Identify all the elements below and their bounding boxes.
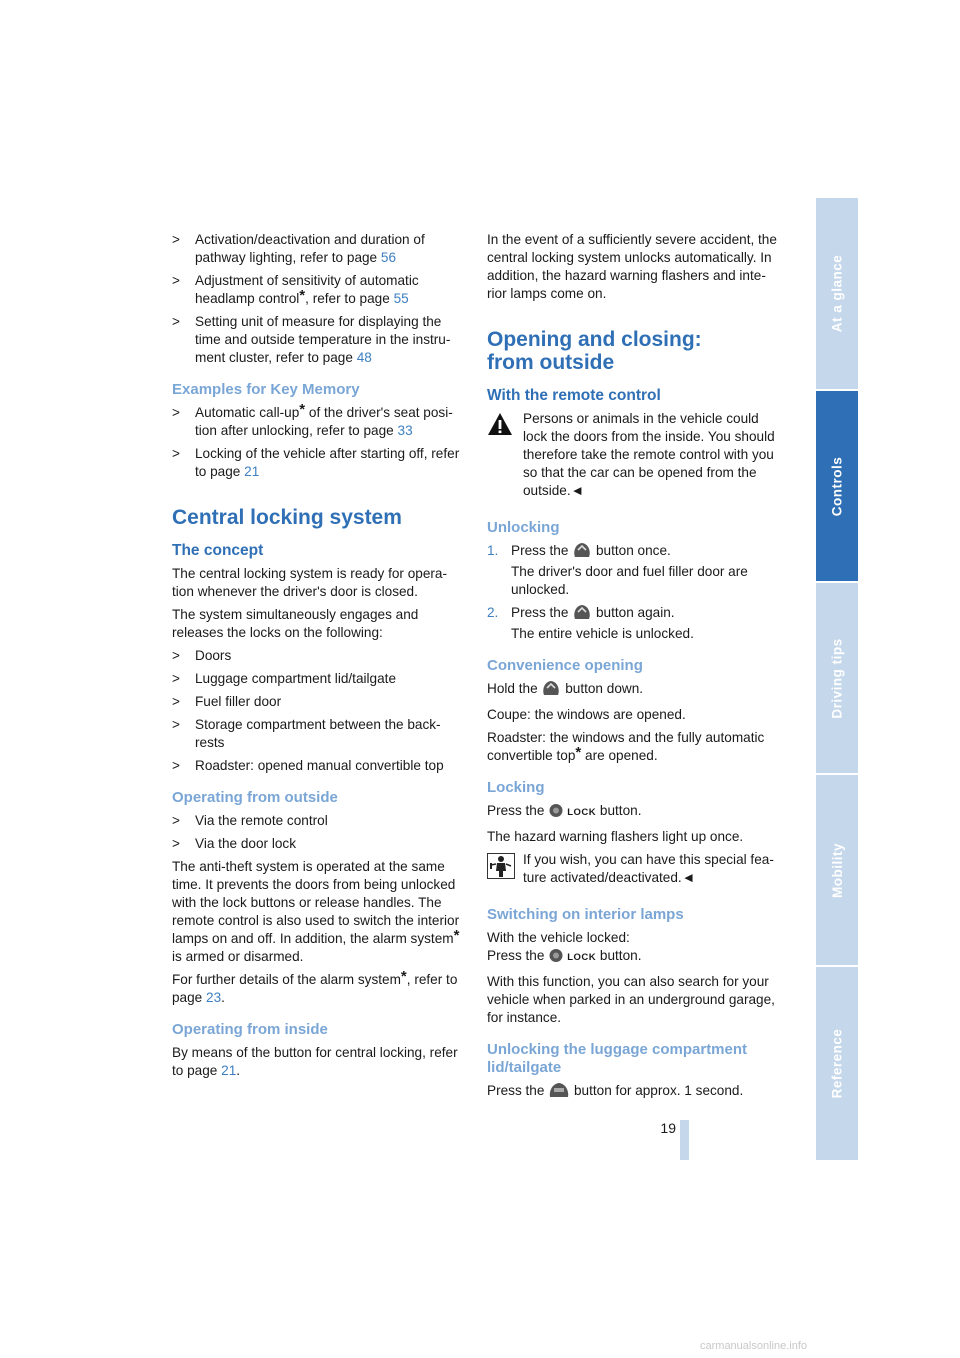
interior-lamps-heading: Switching on interior lamps [487,906,684,923]
paragraph: The anti-theft system is operated at the same time. It prevents the doors from being unlocked with the lock buttons or release handles. The remote control is also used to switch the interior lamps on and off. In addition, the alarm system* is armed or disarmed. [172,859,460,964]
luggage-heading: Unlocking the luggage compartment lid/tailgate [487,1041,748,1076]
lock-button-icon [548,948,564,968]
list-item: > Via the remote control [172,813,328,828]
paragraph: The central locking system is ready for opera-tion whenever the driver's door is closed. [172,566,448,599]
convenience-opening-heading: Convenience opening [487,657,643,674]
paragraph: By means of the button for central locking, refer to page 21. [172,1045,458,1078]
end-mark: ◄ [681,870,696,885]
right-column [487,231,779,1108]
special-feature-note: If you wish, you can have this special fea-ture activated/deactivated.◄ [487,851,779,887]
tab-at-a-glance[interactable]: At a glance [816,198,858,389]
page-link-21[interactable]: 21 [244,464,260,479]
list-item: > Adjustment of sensitivity of automatic headlamp control*, refer to page 55 [172,273,419,306]
unlock-button-icon [541,680,561,701]
unlocking-heading: Unlocking [487,519,560,536]
locking-heading: Locking [487,779,545,796]
list-item: > Storage compartment between the back-rests [172,717,441,750]
trunk-button-icon [548,1082,570,1103]
paragraph: Press the button for approx. 1 second. [487,1082,779,1103]
section-tabs [816,198,858,1160]
concept-heading: The concept [172,542,264,559]
list-item: > Automatic call-up* of the driver's seat posi-tion after unlocking, refer to page 33 [172,401,453,438]
paragraph: With the vehicle locked: Press the LOCK button. [487,929,779,968]
asterisk-marker: * [575,744,582,761]
paragraph: For further details of the alarm system*, refer to page 23. [172,968,458,1005]
asterisk-marker: * [299,287,306,304]
paragraph: The hazard warning flashers light up once. [487,829,744,844]
lock-label: LOCK [567,807,597,818]
paragraph: Coupe: the windows are opened. [487,707,686,722]
tab-mobility[interactable]: Mobility [816,775,858,965]
examples-heading: Examples for Key Memory [172,381,360,398]
page-link-48[interactable]: 48 [356,350,372,365]
tab-reference[interactable]: Reference [816,967,858,1160]
page-link-23[interactable]: 23 [206,990,222,1005]
paragraph: The system simultaneously engages and releases the locks on the following: [172,607,419,640]
operating-inside-heading: Operating from inside [172,1021,328,1038]
list-item: > Via the door lock [172,836,297,851]
list-item: > Setting unit of measure for displaying the time and outside temperature in the instru-ment cluster, refer to page 48 [172,314,451,365]
paragraph: Hold the button down. [487,680,779,701]
mechanic-icon [487,853,515,884]
operating-outside-heading: Operating from outside [172,789,338,806]
tab-controls[interactable]: Controls [816,391,858,581]
unlock-button-icon [572,542,592,563]
left-column [172,231,464,1085]
paragraph: Press the LOCK button. [487,802,779,823]
page-number-bar [680,1120,689,1160]
list-item: 2. Press the button again. The entire vehicle is unlocked. [487,605,694,641]
asterisk-marker: * [299,401,306,418]
section-title-central-locking: Central locking system [172,506,402,529]
paragraph: In the event of a sufficiently severe accident, the central locking system unlocks automatically. In addition, the hazard warning flashers and inte-rior lamps come on. [487,232,777,301]
page-link-33[interactable]: 33 [397,423,413,438]
list-item: > Fuel filler door [172,694,282,709]
tab-driving-tips[interactable]: Driving tips [816,583,858,773]
watermark: carmanualsonline.info [700,1340,808,1352]
page-link-55[interactable]: 55 [393,291,409,306]
list-item: > Luggage compartment lid/tailgate [172,671,397,686]
page-link-56[interactable]: 56 [380,250,397,265]
warning-note: Persons or animals in the vehicle could lock the doors from the inside. You should therefore take the remote control with you so that the car can be opened from the outside.◄ [487,410,779,500]
asterisk-marker: * [453,927,460,944]
paragraph: With this function, you can also search for your vehicle when parked in an underground garage, for instance. [487,974,775,1025]
list-item: > Locking of the vehicle after starting off, refer to page 21 [172,446,460,479]
lock-button-icon [548,803,564,823]
list-item: > Roadster: opened manual convertible top [172,758,444,773]
remote-control-heading: With the remote control [487,387,661,404]
end-mark: ◄ [570,483,585,498]
page-number: 19 [660,1120,676,1136]
warning-triangle-icon [487,412,513,441]
page-link-21[interactable]: 21 [221,1063,237,1078]
section-title-opening-closing: Opening and closing: from outside [487,328,702,374]
list-item: > Activation/deactivation and duration of pathway lighting, refer to page 56 [172,232,425,265]
paragraph: Roadster: the windows and the fully automatic convertible top* are opened. [487,730,765,763]
asterisk-marker: * [400,968,407,985]
lock-label: LOCK [567,952,597,963]
list-item: 1. Press the button once. The driver's door and fuel filler door are unlocked. [487,543,748,597]
unlock-button-icon [572,604,592,625]
list-item: > Doors [172,648,232,663]
